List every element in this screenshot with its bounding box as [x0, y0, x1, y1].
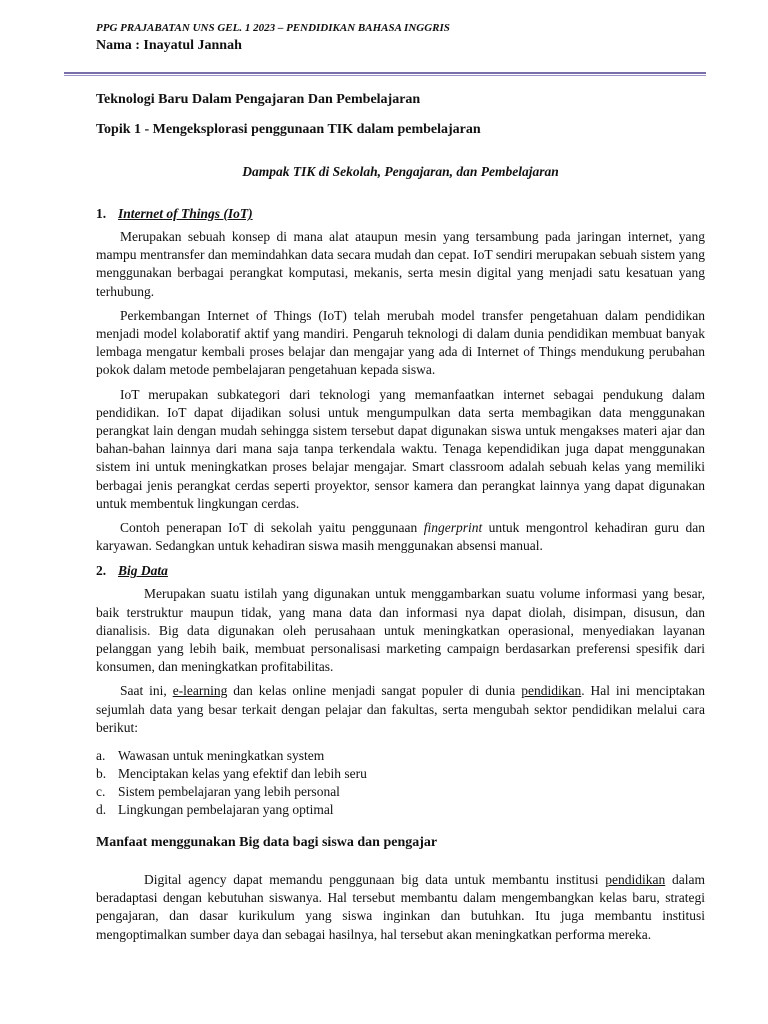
list-item [96, 765, 705, 783]
list-item [96, 747, 705, 765]
program-header: PPG PRAJABATAN UNS GEL. 1 2023 – PENDIDIKAN BAHASA INGGRIS [96, 22, 450, 34]
bigdata-p2-text-a: Saat ini, [120, 683, 173, 699]
list-marker: c. [96, 784, 106, 800]
manfaat-text-b: dalam beradaptasi dengan kebutuhan siswanya. Hal tersebut membantu dalam mengembangkan kelas baru, strategi pengajaran, dan dasar kurikulum yang siswa inginkan dan butuhkan. Itu juga membantu institusi mengoptimalkan sumber daya dan sebagai hasilnya, hal tersebut akan meningkatkan performa mereka. [96, 872, 705, 942]
topic-heading: Topik 1 - Mengeksplorasi penggunaan TIK dalam pembelajaran [96, 122, 481, 137]
iot-paragraph-1: Merupakan sebuah konsep di mana alat ataupun mesin yang tersambung pada jaringan internet, yang mampu mentransfer dan memindahkan data secara mudah dan cepat. IoT sendiri merupakan sebuah sistem yang menggunakan berbagai perangkat komputasi, mekanis, serta mesin digital yang menjadi satu kesatuan yang terhubung. [96, 229, 705, 299]
bigdata-paragraph-1: Merupakan suatu istilah yang digunakan untuk menggambarkan suatu volume informasi yang besar, baik terstruktur maupun tidak, yang mana data dan informasi nya dapat diolah, disimpan, disusun, dan dianalisis. Big data digunakan oleh perusahaan untuk meningkatkan operasional, menyediakan layanan pelanggan yang lebih baik, membuat personalisasi marketing campaign berdasarkan preferensi spesifik dari konsumen, dan meningkatkan profitabilitas. [96, 586, 705, 675]
section-2-title: Big Data [118, 563, 168, 579]
iot-p4-text-a: Contoh penerapan IoT di sekolah yaitu penggunaan [120, 520, 424, 536]
e-learning-link[interactable]: e-learning [172, 683, 228, 699]
list-marker: a. [96, 748, 106, 764]
iot-paragraph-3: IoT merupakan subkategori dari teknologi yang memanfaatkan internet sebagai pendukung dalam pendidikan. IoT dapat dijadikan solusi untuk mengumpulkan data serta membagikan data menggunakan perangkat lain dengan mudah sehingga sistem tersebut dapat digunakan siswa untuk mengakses materi ajar dan bahan-bahan lainnya dari mana saja tanpa terkendala waktu. Tenaga kependidikan juga dapat menggunakan sistem ini untuk meningkatkan proses belajar mengajar. Smart classroom adalah sebuah kelas yang memiliki berbagai jenis perangkat cerdas seperti proyektor, sensor kamera dan perangkat lainnya yang dapat digunakan untuk membentuk lingkungan cerdas. [96, 386, 705, 511]
pendidikan-link[interactable]: pendidikan [521, 683, 582, 699]
author-name: Nama : Inayatul Jannah [96, 38, 242, 53]
iot-paragraph-4 [96, 519, 705, 555]
bigdata-p2-text-b: dan kelas online menjadi sangat populer di dunia [227, 683, 522, 699]
list-text: Lingkungan pembelajaran yang optimal [118, 802, 334, 818]
document-body [96, 90, 705, 950]
bigdata-list [96, 747, 705, 819]
iot-p4-text-b: untuk mengontrol kehadiran guru dan karyawan. Sedangkan untuk kehadiran siswa masih menggunakan absensi manual. [96, 520, 705, 554]
bigdata-p2-text-c: . Hal ini menciptakan sejumlah data yang besar terkait dengan pelajar dan fakultas, serta mengubah sektor pendidikan melalui cara berikut: [96, 683, 705, 735]
list-item [96, 801, 705, 819]
manfaat-heading: Manfaat menggunakan Big data bagi siswa dan pengajar [96, 835, 438, 851]
page-header [96, 20, 705, 56]
pendidikan-link-2[interactable]: pendidikan [605, 872, 666, 888]
section-2-number: 2. [96, 563, 107, 579]
manfaat-text-a: Digital agency dapat memandu penggunaan big data untuk membantu institusi [144, 872, 606, 888]
section-1-number: 1. [96, 206, 107, 221]
header-divider [64, 72, 706, 76]
list-text: Sistem pembelajaran yang lebih personal [118, 784, 340, 800]
list-item [96, 783, 705, 801]
fingerprint-term: fingerprint [423, 520, 483, 536]
section-subtitle: Dampak TIK di Sekolah, Pengajaran, dan Pembelajaran [242, 164, 559, 179]
iot-paragraph-2: Perkembangan Internet of Things (IoT) telah merubah model transfer pengetahuan dalam pendidikan menjadi model kolaboratif aktif yang mandiri. Pengaruh teknologi di dalam dunia pendidikan membuat banyak lembaga mengatur kembali proses belajar dan mengajar yang ada di Internet of Things mendukung perubahan pokok dalam metode pembelajaran pengetahuan kepada siswa. [96, 307, 705, 378]
document-title: Teknologi Baru Dalam Pengajaran Dan Pembelajaran [96, 92, 421, 107]
section-1-heading [96, 204, 705, 224]
list-text: Wawasan untuk meningkatkan system [118, 748, 325, 764]
list-text: Menciptakan kelas yang efektif dan lebih seru [118, 766, 367, 782]
list-marker: b. [96, 766, 107, 782]
manfaat-paragraph [96, 871, 705, 944]
list-marker: d. [96, 802, 107, 818]
section-2-heading [96, 561, 705, 581]
section-1-title: Internet of Things (IoT) [118, 206, 253, 221]
bigdata-paragraph-2 [96, 682, 705, 737]
